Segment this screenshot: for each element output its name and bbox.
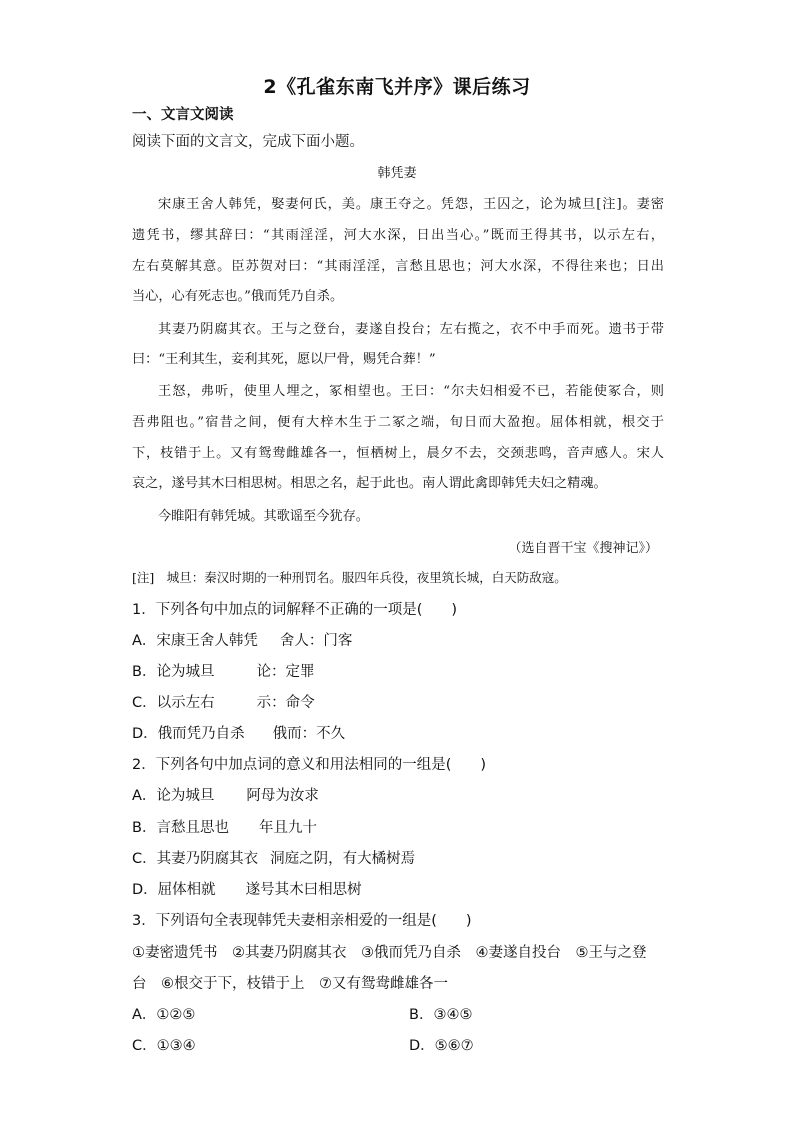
question-1-option-c[interactable] — [132, 691, 315, 712]
passage-line: 吾弗阻也。”宿昔之间，便有大梓木生于二冢之端，旬日而大盈抱。屈体相就，根交于 — [132, 415, 664, 430]
question-1-option-d[interactable] — [132, 722, 345, 743]
footnote: [注] 城旦：秦汉时期的一种刑罚名。服四年兵役，夜里筑长城，白天防敌寇。 — [132, 570, 567, 585]
page-title: 2《孔雀东南飞并序》课后练习 — [263, 76, 531, 98]
passage-line: 其妻乃阴腐其衣。王与之登台，妻遂自投台；左右揽之，衣不中手而死。遗书于带 — [158, 322, 664, 337]
passage-line: 当心，心有死志也。”俄而凭乃自杀。 — [132, 289, 344, 304]
question-1-option-a[interactable] — [132, 629, 352, 650]
option-gloss: 年且九十 — [258, 820, 317, 836]
option-gloss: 舍人：门客 — [279, 633, 353, 649]
option-text: B．论为城旦 — [132, 664, 215, 680]
passage-source: （选自晋干宝《搜神记》） — [508, 541, 658, 556]
passage-title: 韩凭妻 — [377, 166, 417, 181]
question-3-option-d[interactable]: D．⑤⑥⑦ — [409, 1038, 474, 1054]
option-gloss: 遂号其木曰相思树 — [245, 882, 362, 898]
question-2-option-a[interactable] — [132, 784, 319, 805]
question-3-items-line: 台 ⑥根交于下，枝错于上 ⑦又有鸳鸯雌雄各一 — [132, 976, 448, 992]
question-1-stem: 1．下列各句中加点的词解释不正确的一项是( ) — [132, 602, 458, 618]
question-3-option-c[interactable]: C．①③④ — [132, 1038, 196, 1054]
option-gloss: 示：命令 — [256, 695, 315, 711]
passage-line: 左右莫解其意。臣苏贺对曰：“其雨淫淫，言愁且思也；河大水深，不得往来也；日出 — [132, 259, 664, 274]
question-2-option-d[interactable] — [132, 878, 362, 899]
question-3-items-line: ①妻密遗凭书 ②其妻乃阴腐其衣 ③俄而凭乃自杀 ④妻遂自投台 ⑤王与之登 — [132, 945, 647, 961]
passage-line: 王怒，弗听，使里人埋之，冢相望也。王曰：“尔夫妇相爱不已，若能使冢合，则 — [158, 384, 664, 399]
option-text: C．其妻乃阴腐其衣 — [132, 851, 259, 867]
option-gloss: 洞庭之阴，有大橘树焉 — [270, 851, 416, 867]
option-gloss: 阿母为汝求 — [246, 788, 319, 804]
option-text: C．以示左右 — [132, 695, 215, 711]
option-gloss: 俄而：不久 — [272, 726, 346, 742]
instruction-text: 阅读下面的文言文，完成下面小题。 — [132, 134, 364, 150]
passage-line: 遗凭书，缪其辞曰：“其雨淫淫，河大水深，日出当心。”既而王得其书，以示左右， — [132, 228, 664, 243]
question-2-option-c[interactable] — [132, 847, 415, 868]
option-text: A．宋康王舍人韩凭 — [132, 633, 258, 649]
question-3-stem: 3．下列语句全表现韩凭夫妻相亲相爱的一组是( ) — [132, 913, 472, 929]
passage-line: 哀之，遂号其木曰相思树。相思之名，起于此也。南人谓此禽即韩凭夫妇之精魂。 — [132, 476, 607, 491]
passage-line: 下，枝错于上。又有鸳鸯雌雄各一，恒栖树上，晨夕不去，交颈悲鸣，音声感人。宋人 — [132, 446, 664, 461]
option-text: D．俄而凭乃自杀 — [132, 726, 245, 742]
option-text: D．屈体相就 — [132, 882, 216, 898]
option-gloss: 论：定罪 — [256, 664, 315, 680]
question-2-option-b[interactable] — [132, 816, 317, 837]
question-3-option-b[interactable]: B．③④⑤ — [409, 1007, 473, 1023]
option-text: B．言愁且思也 — [132, 820, 229, 836]
question-3-option-a[interactable]: A．①②⑤ — [132, 1007, 196, 1023]
option-text: A．论为城旦 — [132, 788, 215, 804]
passage-line: 今睢阳有韩凭城。其歌谣至今犹存。 — [158, 509, 369, 524]
question-2-stem: 2．下列各句中加点词的意义和用法相同的一组是( ) — [132, 757, 487, 773]
passage-line: 宋康王舍人韩凭，娶妻何氏，美。康王夺之。凭怨，王囚之，论为城旦[注]。妻密 — [158, 197, 664, 212]
question-1-option-b[interactable] — [132, 660, 314, 681]
passage-line: 曰：“王利其生，妾利其死，愿以尸骨，赐凭合葬！” — [132, 352, 436, 367]
section-heading: 一、文言文阅读 — [132, 107, 234, 123]
